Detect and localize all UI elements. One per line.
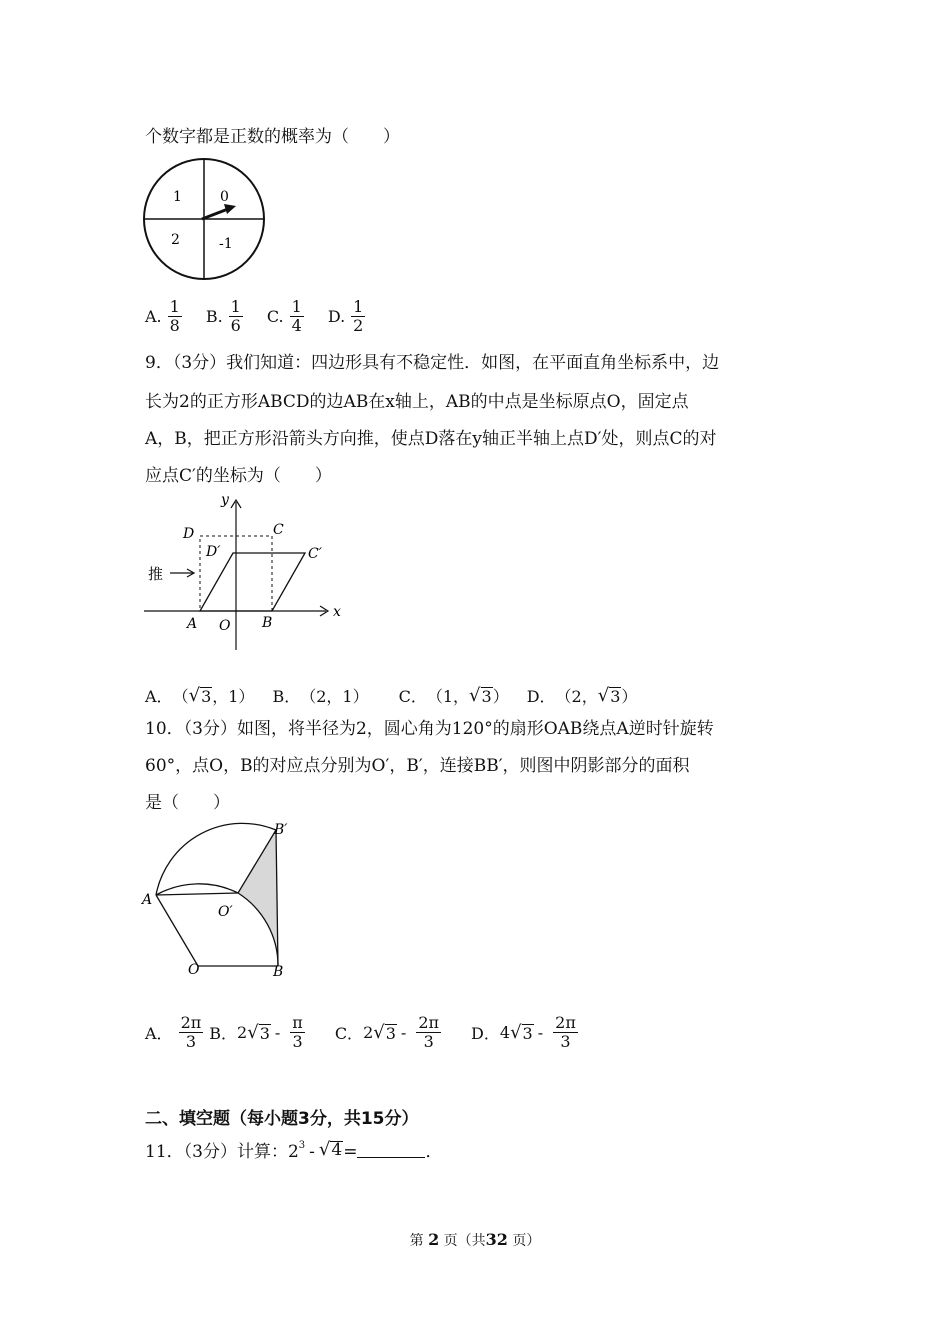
- svg-text:x: x: [333, 604, 341, 620]
- section-title: 二、填空题（每小题3分，共15分）: [145, 1109, 419, 1129]
- svg-text:B: B: [273, 964, 284, 980]
- svg-text:推: 推: [148, 565, 164, 583]
- spinner-arrow: [202, 209, 228, 219]
- svg-text:B: B: [262, 615, 273, 631]
- q8-options: [145, 298, 389, 335]
- q9-option-d[interactable]: D． （2， √ 3 ）: [526, 684, 638, 706]
- q8-option-d[interactable]: D. $\frac{1}{2}$: [327, 297, 364, 335]
- q9-figure: [140, 490, 350, 660]
- q9-option-b[interactable]: B． （2，1）: [272, 687, 369, 706]
- spinner-label-2: 2: [171, 232, 180, 248]
- q10-option-b[interactable]: B． 2 √ 3 - $\frac{\pi}{3}$: [209, 1013, 303, 1051]
- svg-text:A: A: [187, 616, 198, 632]
- svg-text:C: C: [273, 522, 284, 538]
- q9-line-2: 长为2的正方形ABCD的边AB在x轴上，AB的中点是坐标原点O，固定点: [145, 392, 689, 412]
- svg-text:O′: O′: [218, 904, 233, 920]
- q9-option-c[interactable]: C． （1， √ 3 ）: [398, 684, 509, 706]
- shaded-region: [238, 830, 278, 966]
- spinner-label-1: 1: [173, 189, 182, 205]
- q10-figure: [140, 820, 300, 980]
- q11: 11．（3分）计算：2 $^3$ - √ 4 = ．: [145, 1139, 443, 1162]
- svg-text:D: D: [183, 526, 195, 542]
- svg-text:O: O: [188, 962, 200, 978]
- q8-stem: 个数字都是正数的概率为（ ）: [145, 127, 400, 147]
- svg-text:B′: B′: [274, 822, 288, 838]
- q10-line-2: 60°，点O，B的对应点分别为O′，B′，连接BB′，则图中阴影部分的面积: [145, 756, 690, 776]
- q10-line-3: 是（ ）: [145, 793, 230, 813]
- svg-text:D′: D′: [206, 544, 221, 560]
- q11-answer-blank[interactable]: [357, 1141, 425, 1158]
- q9-line-1: 9．（3分）我们知道：四边形具有不稳定性．如图，在平面直角坐标系中，边: [145, 353, 720, 373]
- svg-text:O: O: [219, 618, 231, 634]
- q10-line-1: 10．（3分）如图，将半径为2，圆心角为120°的扇形OAB绕点A逆时针旋转: [145, 719, 714, 739]
- q8-option-c[interactable]: C. $\frac{1}{4}$: [266, 297, 302, 335]
- q10-option-a[interactable]: A． $\frac{2\pi}{3}$: [145, 1013, 202, 1051]
- q9-line-3: A，B，把正方形沿箭头方向推，使点D落在y轴正半轴上点D′处，则点C的对: [145, 429, 717, 449]
- q9-options: [145, 684, 655, 707]
- spinner-arrowhead: [224, 204, 236, 214]
- q8-option-b[interactable]: B. $\frac{1}{6}$: [205, 297, 241, 335]
- q10-option-d[interactable]: D． 4 √ 3 - $\frac{2\pi}{3}$: [471, 1013, 576, 1051]
- page-footer: 第 2 页（共32 页）: [409, 1230, 541, 1249]
- svg-text:A: A: [142, 892, 153, 908]
- q10-option-c[interactable]: C． 2 √ 3 - $\frac{2\pi}{3}$: [334, 1013, 440, 1051]
- svg-text:C′: C′: [308, 546, 322, 562]
- q9-option-a[interactable]: A． （ √ 3 ，1）: [145, 684, 255, 706]
- q8-spinner: [140, 158, 270, 282]
- parallelogram: [200, 553, 305, 611]
- spinner-label-neg1: -1: [219, 236, 233, 252]
- svg-text:y: y: [221, 492, 229, 508]
- q8-option-a[interactable]: A. $\frac{1}{8}$: [145, 297, 180, 335]
- q10-options: [145, 1014, 602, 1051]
- spinner-label-0: 0: [220, 189, 229, 205]
- q9-line-4: 应点C′的坐标为（ ）: [145, 466, 332, 486]
